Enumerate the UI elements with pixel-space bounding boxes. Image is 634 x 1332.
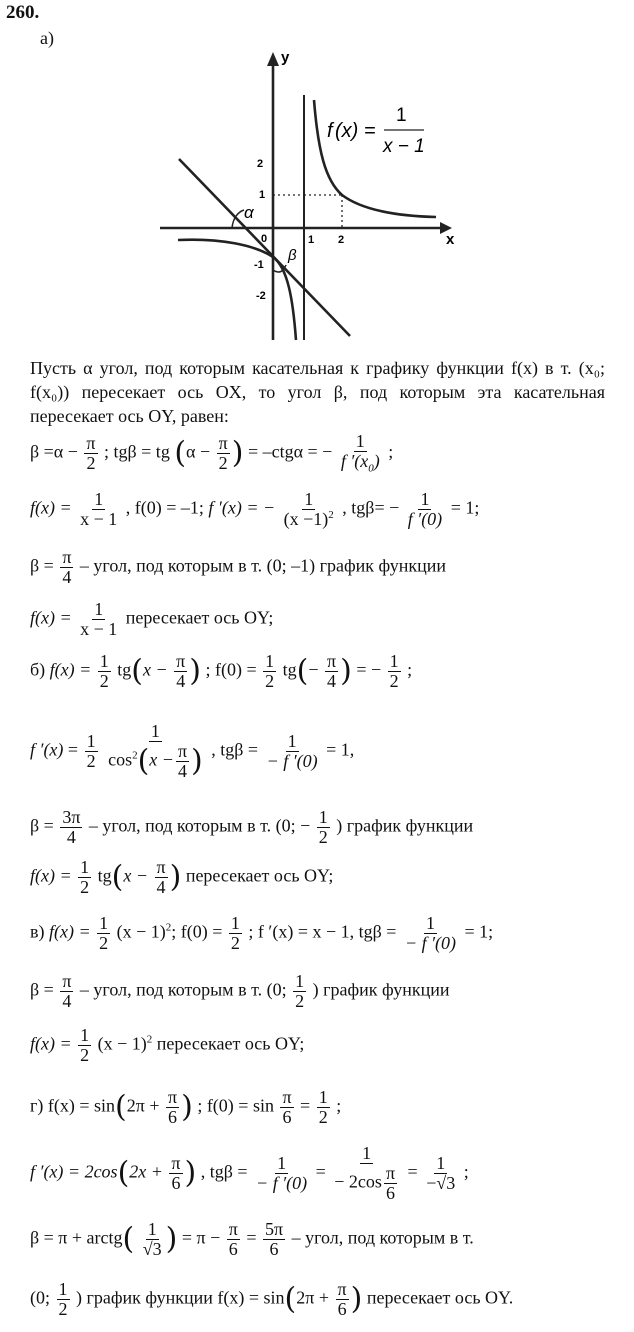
fraction: $\frac{\pi}{2}$: [218, 433, 228, 474]
fraction: $\frac{1}{(x -1)^2}$: [283, 489, 334, 529]
text: α −: [186, 441, 211, 462]
hyperbola-left-branch: [178, 240, 296, 340]
tick-y2: 2: [257, 158, 264, 170]
line-a-derivative: f(x) = $\frac{1}{x - 1}$ , f(0) = –1; f ′(x) = − $\frac{1}{(x -1)^2}$ , tgβ= − $\frac{1}{f '(0)}$ = 1;: [30, 489, 480, 529]
fraction: $\frac{1}{2}$: [318, 1087, 328, 1127]
line-b-derivative: f ′(x) = $\frac{1}{2}$ 1 $\cos^2(x$ − $\frac{\pi}{4}$ ) , tgβ = $\frac{1}{- f '(0)}$ = 1,: [30, 721, 355, 781]
fraction: 1 − 2cos $\frac{\pi}{6}$: [334, 1143, 396, 1203]
fraction: $\frac{\pi}{2}$: [86, 433, 96, 474]
alpha-label: α: [244, 203, 254, 222]
fraction: $\frac{\pi}{4}$: [62, 547, 72, 587]
fraction: $\frac{1}{f '(0)}$: [407, 489, 443, 529]
line-v-function: в) f(x) = $\frac{1}{2}$ $(x - 1)^2$; f(0) = $\frac{1}{2}$ ; f ′(x) = x − 1, tgβ = $\frac{1}{- f '(0)}$ = 1;: [30, 913, 494, 953]
fraction: $\frac{1}{2}$: [318, 807, 328, 847]
line-g-beta: β = π + arctg( $\frac{1}{√3}$ ) = π − $\frac{\pi}{6}$ = $\frac{5\pi}{6}$ – угол, под которым в т.: [30, 1219, 474, 1259]
fraction: $\frac{\pi}{6}$: [168, 1087, 178, 1127]
fraction: $\frac{1}{x - 1}$: [80, 489, 118, 529]
fraction: $\frac{1}{2}$: [58, 1279, 68, 1319]
beta-label: β: [288, 247, 297, 264]
tick-origin: 0: [261, 233, 268, 245]
y-axis-label: y: [281, 49, 290, 66]
line-g-derivative: f ′(x) = 2cos(2x + $\frac{\pi}{6}$ ) , tgβ = $\frac{1}{- f '(0)}$ = 1 − 2cos $\frac{\pi}{6}$ = $\frac{1}{-√3}$ ;: [30, 1143, 469, 1203]
x-axis-label: x: [446, 231, 455, 248]
line-a-beta: β =α − $\frac{\pi}{2}$ ; tgβ = tg (α − $\frac{\pi}{2}$ ) = –ctgα = − $\frac{1}{f '(x_0)}$ ;: [30, 431, 394, 475]
text: = –ctgα = −: [247, 441, 333, 462]
fraction: $\frac{1}{2}$: [295, 971, 305, 1011]
intro-paragraph: Пусть α угол, под которым касательная к графику функции f(x) в т. (x₀; f(x₀)) пересекает ось OX, то угол β, под которым эта касательная пересекает ось OY, равен:: [30, 358, 605, 426]
fraction: $\frac{1}{f '(x_0)}$: [340, 431, 380, 475]
problem-number: 260.: [6, 2, 40, 23]
function-graph: [0, 0, 634, 345]
fraction: $\frac{1}{- f '(0)}$: [256, 1152, 308, 1193]
fraction: 1 $\cos^2(x$ − $\frac{\pi}{4}$ ): [108, 721, 203, 781]
fraction: $\frac{1}{x - 1}$: [80, 599, 118, 639]
fraction: $\frac{1}{2}$: [80, 857, 90, 897]
fraction: $\frac{1}{√3}$: [142, 1219, 162, 1259]
fraction: $\frac{3\pi}{4}$: [62, 807, 81, 847]
graph-formula-num: 1: [396, 105, 407, 126]
line-a-crosses: f(x) = $\frac{1}{x - 1}$ пересекает ось OY;: [30, 599, 274, 639]
fraction: $\frac{1}{2}$: [389, 651, 399, 691]
fraction: $\frac{\pi}{4}$: [156, 857, 166, 897]
tangent-line: [179, 159, 350, 336]
fraction: $\frac{1}{2}$: [99, 651, 109, 691]
fraction: $\frac{\pi}{6}$: [171, 1152, 181, 1193]
fraction: $\frac{\pi}{4}$: [327, 651, 337, 691]
fraction: $\frac{1}{- f '(0)}$: [266, 730, 318, 771]
fraction: $\frac{1}{2}$: [86, 730, 96, 771]
graph-formula-den: x − 1: [383, 136, 425, 157]
tick-ym2: -2: [256, 290, 266, 302]
fraction: $\frac{\pi}{4}$: [176, 651, 186, 691]
line-b-function: б) f(x) = $\frac{1}{2}$ tg(x − $\frac{\pi}{4}$ ) ; f(0) = $\frac{1}{2}$ tg(− $\frac{\pi}{4}$ ) = − $\frac{1}{2}$ ;: [30, 651, 413, 691]
tick-y1: 1: [259, 189, 266, 201]
text: ; tgβ = tg: [104, 441, 170, 462]
y-axis-arrow: [267, 52, 279, 66]
part-a-label: а): [40, 28, 54, 48]
fraction: $\frac{\pi}{6}$: [228, 1219, 238, 1259]
fraction: $\frac{1}{2}$: [99, 913, 109, 953]
graph-formula-x: (x) =: [335, 120, 376, 142]
fraction: $\frac{1}{- f '(0)}$: [404, 913, 457, 953]
tick-ym1: -1: [254, 259, 264, 271]
tick-x1: 1: [308, 234, 315, 246]
line-b-crosses: f(x) = $\frac{1}{2}$ tg(x − $\frac{\pi}{4}$ ) пересекает ось OY;: [30, 857, 334, 897]
tick-x2: 2: [338, 234, 345, 246]
line-b-angle: β = $\frac{3\pi}{4}$ – угол, под которым в т. (0; − $\frac{1}{2}$ ) график функции: [30, 807, 474, 847]
line-a-angle: β = $\frac{\pi}{4}$ – угол, под которым в т. (0; –1) график функции: [30, 547, 446, 587]
fraction: $\frac{1}{-√3}$: [426, 1152, 456, 1193]
line-g-function: г) f(x) = sin(2π + $\frac{\pi}{6}$ ) ; f(0) = sin $\frac{\pi}{6}$ = $\frac{1}{2}$ ;: [30, 1087, 342, 1127]
line-g-final: (0; $\frac{1}{2}$ ) график функции f(x) = sin(2π + $\frac{\pi}{6}$ ) пересекает ось OY.: [30, 1279, 514, 1319]
line-v-crosses: f(x) = $\frac{1}{2}$ $(x - 1)^2$ пересекает ось OY;: [30, 1025, 305, 1065]
line-v-angle: β = $\frac{\pi}{4}$ – угол, под которым в т. (0; $\frac{1}{2}$ ) график функции: [30, 971, 450, 1011]
hyperbola-right-branch: [314, 100, 436, 217]
fraction: $\frac{\pi}{6}$: [337, 1279, 347, 1319]
fraction: $\frac{\pi}{4}$: [62, 971, 72, 1011]
graph-formula-f: f: [327, 120, 333, 142]
text: β =α −: [30, 441, 78, 462]
fraction: $\frac{5\pi}{6}$: [265, 1219, 284, 1259]
fraction: $\frac{1}{2}$: [80, 1025, 90, 1065]
fraction: $\frac{\pi}{6}$: [282, 1087, 292, 1127]
fraction: $\frac{1}{2}$: [265, 651, 275, 691]
fraction: $\frac{1}{2}$: [230, 913, 240, 953]
